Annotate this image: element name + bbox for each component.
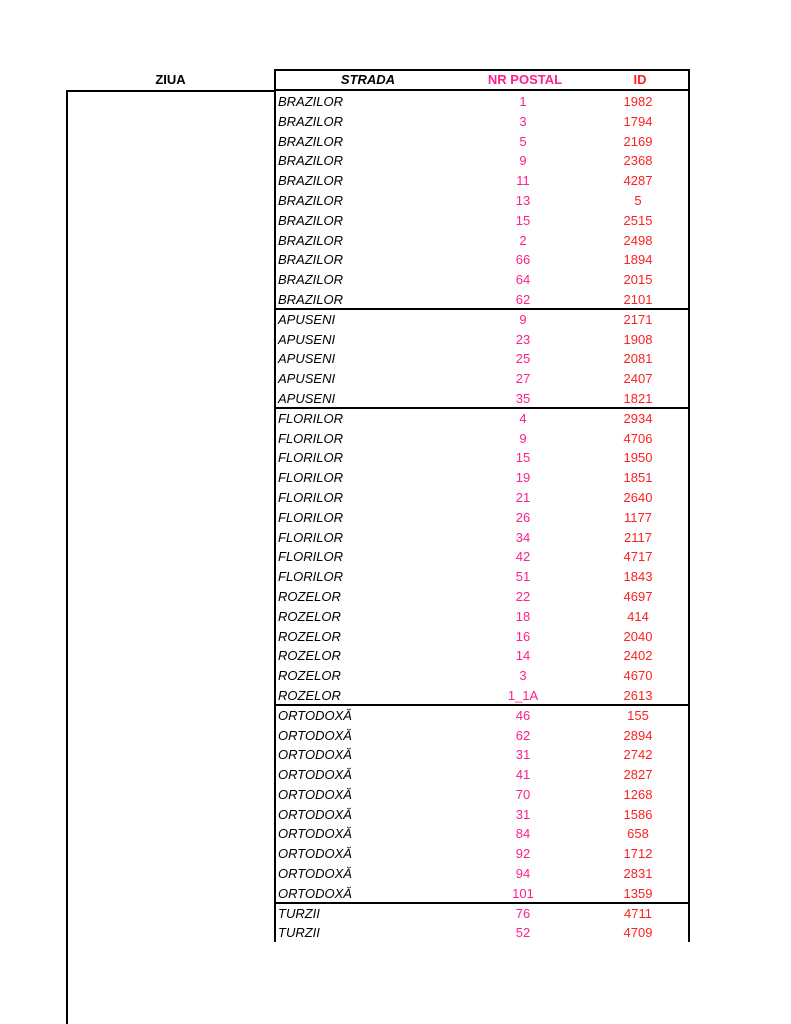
cell-id: 1794 (623, 113, 653, 129)
cell-strada: FLORILOR (278, 430, 344, 446)
cell-id: 2402 (623, 648, 653, 664)
table-row (276, 923, 688, 943)
cell-id: 2015 (623, 272, 653, 288)
cell-strada: BRAZILOR (278, 291, 344, 307)
cell-id: 4706 (623, 430, 653, 446)
cell-nr-postal: 70 (515, 786, 531, 802)
cell-nr-postal: 18 (515, 608, 531, 624)
table-row (276, 805, 688, 825)
cell-id: 2498 (623, 232, 653, 248)
table-row (276, 468, 688, 488)
table-row (276, 587, 688, 607)
cell-id: 1851 (623, 470, 653, 486)
cell-nr-postal: 9 (519, 153, 527, 169)
table-row (276, 308, 688, 330)
cell-id: 2171 (623, 311, 653, 327)
cell-nr-postal: 76 (515, 905, 531, 921)
cell-nr-postal: 51 (515, 569, 531, 585)
cell-strada: APUSENI (278, 331, 336, 347)
table-row (276, 112, 688, 132)
cell-nr-postal: 34 (515, 529, 531, 545)
cell-nr-postal: 31 (515, 806, 531, 822)
table-row (276, 704, 688, 726)
cell-nr-postal: 92 (515, 846, 531, 862)
cell-strada: TURZII (278, 905, 320, 921)
table-row (276, 151, 688, 171)
cell-nr-postal: 62 (515, 727, 531, 743)
cell-strada: ORTODOXĂ (278, 786, 352, 802)
table-row (276, 528, 688, 548)
cell-nr-postal: 94 (515, 866, 531, 882)
table-row (276, 627, 688, 647)
cell-strada: BRAZILOR (278, 94, 344, 109)
table-row (276, 745, 688, 765)
table-row (276, 191, 688, 211)
cell-nr-postal: 1_1A (507, 687, 539, 703)
cell-strada: FLORILOR (278, 489, 344, 505)
cell-strada: ORTODOXĂ (278, 866, 352, 882)
cell-id: 1712 (623, 846, 653, 862)
cell-id: 155 (627, 707, 649, 723)
cell-strada: BRAZILOR (278, 252, 344, 268)
cell-id: 4697 (623, 588, 653, 604)
cell-strada: BRAZILOR (278, 113, 344, 129)
table-row (276, 231, 688, 251)
cell-strada: FLORILOR (278, 569, 344, 585)
cell-nr-postal: 15 (515, 212, 531, 228)
cell-nr-postal: 101 (512, 885, 534, 901)
cell-strada: ORTODOXĂ (278, 747, 352, 763)
table-row (276, 369, 688, 389)
cell-nr-postal: 42 (515, 549, 531, 565)
cell-id: 1821 (623, 390, 653, 406)
table-row (276, 765, 688, 785)
cell-id: 1359 (623, 885, 653, 901)
table-row (276, 448, 688, 468)
cell-strada: TURZII (278, 925, 320, 941)
cell-nr-postal: 46 (515, 707, 531, 723)
cell-nr-postal: 15 (515, 450, 531, 466)
cell-nr-postal: 27 (515, 371, 531, 387)
table-row (276, 726, 688, 746)
cell-strada: APUSENI (278, 371, 336, 387)
cell-strada: ORTODOXĂ (278, 846, 352, 862)
cell-nr-postal: 52 (515, 925, 531, 941)
table-row (276, 844, 688, 864)
cell-nr-postal: 13 (515, 192, 531, 208)
cell-nr-postal: 2 (519, 232, 527, 248)
header-ziua: ZIUA (155, 72, 186, 87)
cell-id: 2827 (623, 767, 653, 783)
cell-nr-postal: 31 (515, 747, 531, 763)
cell-nr-postal: 26 (515, 509, 531, 525)
table-row (276, 92, 688, 112)
cell-id: 2368 (623, 153, 653, 169)
cell-id: 4670 (623, 668, 653, 684)
cell-id: 414 (627, 608, 649, 624)
table-row (276, 864, 688, 884)
ziua-column-top-border (66, 90, 276, 92)
table-row (276, 607, 688, 627)
table-right-border (688, 90, 690, 942)
table-row (276, 666, 688, 686)
cell-id: 2831 (623, 866, 653, 882)
header-row (274, 69, 690, 91)
cell-strada: ORTODOXĂ (278, 727, 352, 743)
cell-nr-postal: 5 (519, 133, 527, 149)
header-strada: STRADA (340, 72, 396, 87)
cell-id: 2515 (623, 212, 653, 228)
cell-nr-postal: 35 (515, 390, 531, 406)
cell-nr-postal: 16 (515, 628, 531, 644)
cell-strada: ORTODOXĂ (278, 826, 352, 842)
cell-strada: ROZELOR (278, 687, 341, 703)
cell-strada: BRAZILOR (278, 133, 344, 149)
cell-strada: BRAZILOR (278, 192, 344, 208)
cell-strada: FLORILOR (278, 470, 344, 486)
table-row (276, 488, 688, 508)
table-row (276, 349, 688, 369)
table-row (276, 132, 688, 152)
cell-nr-postal: 64 (515, 272, 531, 288)
cell-strada: ORTODOXĂ (278, 767, 352, 783)
cell-id: 2934 (623, 410, 653, 426)
cell-nr-postal: 11 (516, 173, 530, 189)
cell-id: 2613 (623, 687, 653, 703)
cell-strada: ROZELOR (278, 648, 341, 664)
header-nr-postal: NR POSTAL (487, 72, 563, 87)
cell-id: 4709 (623, 925, 653, 941)
cell-strada: BRAZILOR (278, 272, 344, 288)
table-row (276, 270, 688, 290)
cell-id: 2117 (624, 529, 652, 545)
cell-id: 5 (634, 192, 642, 208)
cell-id: 2407 (623, 371, 653, 387)
cell-strada: ORTODOXĂ (278, 885, 352, 901)
cell-id: 1908 (623, 331, 653, 347)
cell-strada: BRAZILOR (278, 232, 344, 248)
cell-strada: BRAZILOR (278, 212, 344, 228)
table-row (276, 567, 688, 587)
table-row (276, 547, 688, 567)
cell-id: 2742 (623, 747, 653, 763)
cell-strada: APUSENI (278, 311, 336, 327)
cell-nr-postal: 9 (519, 430, 527, 446)
cell-nr-postal: 14 (515, 648, 531, 664)
cell-nr-postal: 3 (519, 668, 527, 684)
cell-strada: FLORILOR (278, 410, 344, 426)
cell-id: 1586 (623, 806, 653, 822)
cell-strada: BRAZILOR (278, 173, 344, 189)
cell-id: 4711 (624, 905, 652, 921)
cell-id: 4287 (623, 173, 653, 189)
cell-nr-postal: 19 (515, 470, 531, 486)
cell-id: 658 (627, 826, 649, 842)
cell-nr-postal: 41 (515, 767, 531, 783)
table-row (276, 407, 688, 429)
cell-strada: APUSENI (278, 351, 336, 367)
table-body (276, 92, 688, 943)
cell-id: 1268 (623, 786, 653, 802)
cell-id: 2040 (623, 628, 653, 644)
table-row (276, 250, 688, 270)
cell-strada: ROZELOR (278, 588, 341, 604)
cell-id: 2169 (623, 133, 653, 149)
table-row (276, 211, 688, 231)
cell-strada: FLORILOR (278, 509, 344, 525)
table-row (276, 508, 688, 528)
cell-id: 1177 (624, 509, 652, 525)
cell-id: 1982 (623, 94, 653, 109)
cell-id: 1894 (623, 252, 653, 268)
header-id: ID (633, 72, 647, 87)
cell-id: 4717 (623, 549, 653, 565)
cell-nr-postal: 21 (515, 489, 531, 505)
cell-nr-postal: 25 (515, 351, 531, 367)
cell-nr-postal: 22 (515, 588, 531, 604)
cell-strada: ROZELOR (278, 668, 341, 684)
table-row (276, 171, 688, 191)
cell-strada: ORTODOXĂ (278, 707, 352, 723)
ziua-column-left-border (66, 90, 68, 1024)
cell-id: 1843 (623, 569, 653, 585)
cell-nr-postal: 1 (519, 94, 527, 109)
cell-nr-postal: 84 (515, 826, 531, 842)
cell-strada: FLORILOR (278, 549, 344, 565)
cell-strada: APUSENI (278, 390, 336, 406)
cell-strada: ROZELOR (278, 608, 341, 624)
cell-nr-postal: 9 (519, 311, 527, 327)
table-row (276, 429, 688, 449)
cell-strada: BRAZILOR (278, 153, 344, 169)
table-row (276, 902, 688, 924)
cell-id: 2081 (623, 351, 653, 367)
cell-nr-postal: 66 (515, 252, 531, 268)
cell-nr-postal: 3 (519, 113, 527, 129)
cell-id: 2640 (623, 489, 653, 505)
cell-strada: FLORILOR (278, 529, 344, 545)
cell-id: 1950 (623, 450, 653, 466)
cell-id: 2101 (623, 291, 653, 307)
table-row (276, 646, 688, 666)
table-row (276, 785, 688, 805)
cell-strada: ORTODOXĂ (278, 806, 352, 822)
cell-strada: ROZELOR (278, 628, 341, 644)
table-row (276, 330, 688, 350)
cell-strada: FLORILOR (278, 450, 344, 466)
cell-nr-postal: 62 (515, 291, 531, 307)
cell-nr-postal: 4 (519, 410, 527, 426)
cell-id: 2894 (623, 727, 653, 743)
cell-nr-postal: 23 (515, 331, 531, 347)
table-row (276, 824, 688, 844)
